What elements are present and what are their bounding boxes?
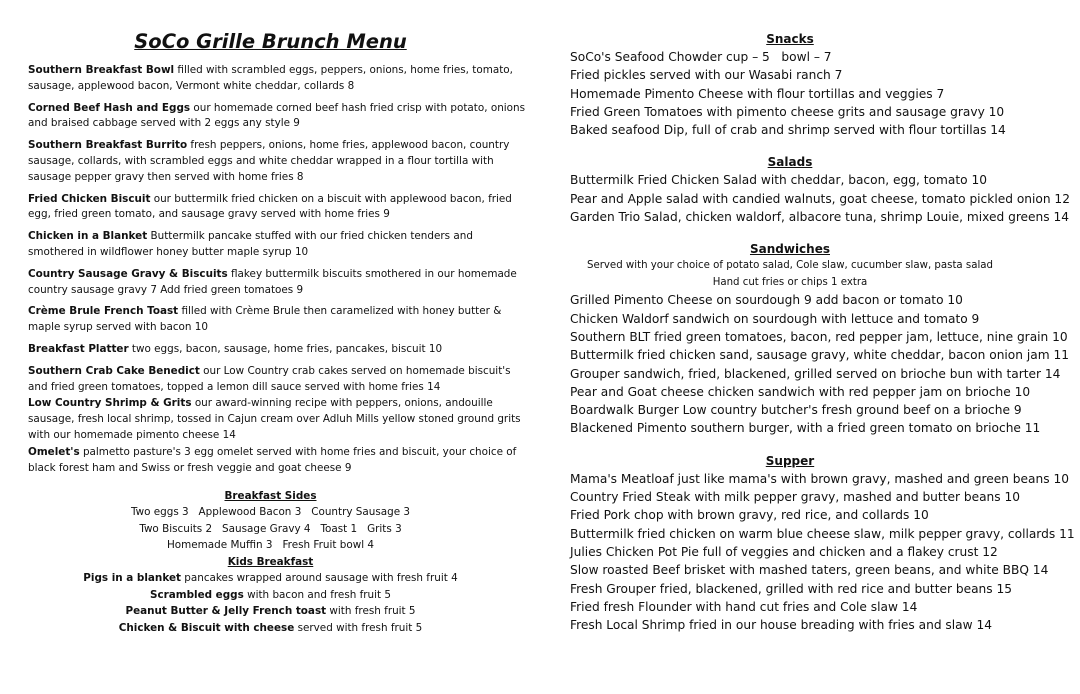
item-name: Chicken & Biscuit with cheese bbox=[118, 622, 295, 635]
item-desc: filled with Crème Brule then caramelized with honey butter & maple syrup served with bacon 10 bbox=[28, 305, 502, 334]
menu-item bbox=[28, 304, 528, 336]
list-item: Buttermilk fried chicken on warm blue cheese slaw, milk pepper gravy, collards 11 bbox=[570, 526, 1075, 541]
menu-title: SoCo Grille Brunch Menu bbox=[134, 30, 407, 53]
menu-item bbox=[28, 192, 528, 224]
item-desc: our homemade corned beef hash fried crisp with potato, onions and braised cabbage served with 2 eggs any style 9 bbox=[28, 101, 526, 130]
list-item: Boardwalk Burger Low country butcher's fresh ground beef on a brioche 9 bbox=[570, 403, 1022, 418]
menu-item bbox=[28, 229, 528, 261]
item-name: Low Country Shrimp & Grits bbox=[28, 397, 192, 410]
item-name: Country Sausage Gravy & Biscuits bbox=[28, 267, 228, 280]
list-item: Southern BLT fried green tomatoes, bacon, red pepper jam, lettuce, nine grain 10 bbox=[570, 329, 1068, 344]
list-item: Blackened Pimento southern burger, with a fried green tomato on brioche 11 bbox=[570, 421, 1041, 436]
sides-line: Two eggs 3 Applewood Bacon 3 Country Sausage 3 bbox=[130, 506, 411, 519]
menu-item bbox=[28, 138, 528, 185]
list-item: Mama's Meatloaf just like mama's with brown gravy, mashed and green beans 10 bbox=[570, 471, 1069, 486]
list-item: Buttermilk fried chicken sand, sausage gravy, white cheddar, bacon onion jam 11 bbox=[570, 348, 1069, 363]
menu-item bbox=[28, 267, 528, 299]
item-name: Peanut Butter & Jelly French toast bbox=[125, 605, 327, 618]
kids-breakfast-heading: Kids Breakfast bbox=[227, 555, 314, 568]
list-item: Fresh Grouper fried, blackened, grilled with red rice and butter beans 15 bbox=[570, 581, 1013, 596]
menu-item bbox=[28, 342, 528, 358]
item-desc: pancakes wrapped around sausage with fresh fruit 4 bbox=[180, 571, 458, 584]
list-item: Homemade Pimento Cheese with flour tortillas and veggies 7 bbox=[570, 86, 945, 101]
sandwiches-note: Served with your choice of potato salad, Cole slaw, cucumber slaw, pasta salad bbox=[586, 260, 994, 272]
list-item: Julies Chicken Pot Pie full of veggies and chicken and a flakey crust 12 bbox=[570, 544, 998, 559]
item-desc: served with fresh fruit 5 bbox=[294, 622, 423, 635]
brunch-list bbox=[28, 63, 528, 476]
supper-list bbox=[570, 470, 1075, 635]
item-desc: Buttermilk pancake stuffed with our fried chicken tenders and smothered in wildflower honey butter maple syrup 10 bbox=[28, 230, 473, 258]
snacks-heading: Snacks bbox=[766, 32, 814, 46]
list-item: Chicken Waldorf sandwich on sourdough with lettuce and tomato 9 bbox=[570, 311, 980, 326]
item-desc: our Low Country crab cakes served on homemade biscuit's and fried green tomatoes, topped a lemon dill sauce served with home fries 14 bbox=[28, 364, 511, 393]
left-column bbox=[28, 30, 528, 637]
item-name: Pigs in a blanket bbox=[83, 571, 181, 584]
item-desc: our buttermilk fried chicken on a biscuit with applewood bacon, fried egg, fried green tomato, and sausage gravy served with home fries 9 bbox=[28, 192, 512, 221]
list-item: SoCo's Seafood Chowder cup – 5 bowl – 7 bbox=[570, 50, 832, 64]
item-desc: filled with scrambled eggs, peppers, onions, home fries, tomato, sausage, applewood bacon, Vermont white cheddar, collards 8 bbox=[28, 64, 513, 92]
list-item: Pear and Goat cheese chicken sandwich with red pepper jam on brioche 10 bbox=[570, 384, 1031, 399]
list-item: Fried Green Tomatoes with pimento cheese grits and sausage gravy 10 bbox=[570, 104, 1005, 119]
item-name: Southern Breakfast Bowl bbox=[28, 64, 175, 76]
menu-item bbox=[28, 364, 528, 396]
sides-line: Homemade Muffin 3 Fresh Fruit bowl 4 bbox=[166, 539, 375, 552]
list-item: Buttermilk Fried Chicken Salad with cheddar, bacon, egg, tomato 10 bbox=[570, 173, 987, 188]
salads-list bbox=[570, 171, 1070, 226]
list-item: Slow roasted Beef brisket with mashed taters, green beans, and white BBQ 14 bbox=[570, 563, 1049, 578]
sides-line: Two Biscuits 2 Sausage Gravy 4 Toast 1 Grits 3 bbox=[139, 522, 402, 535]
item-desc: with bacon and fresh fruit 5 bbox=[243, 588, 392, 601]
kids-item bbox=[28, 587, 513, 604]
list-item: Baked seafood Dip, full of crab and shrimp served with flour tortillas 14 bbox=[570, 123, 1006, 138]
item-name: Omelet's bbox=[28, 445, 80, 458]
item-desc: flakey buttermilk biscuits smothered in our homemade country sausage gravy 7 Add fried green tomatoes 9 bbox=[28, 267, 517, 296]
list-item: Pear and Apple salad with candied walnuts, goat cheese, tomato pickled onion 12 bbox=[570, 191, 1070, 206]
item-desc: with fresh fruit 5 bbox=[326, 605, 416, 618]
kids-breakfast bbox=[28, 570, 513, 637]
kids-item bbox=[28, 620, 513, 637]
item-name: Southern Crab Cake Benedict bbox=[28, 364, 200, 377]
item-name: Crème Brule French Toast bbox=[28, 305, 179, 318]
item-name: Fried Chicken Biscuit bbox=[28, 192, 151, 205]
item-name: Southern Breakfast Burrito bbox=[28, 139, 188, 152]
kids-item bbox=[28, 570, 513, 587]
item-name: Corned Beef Hash and Eggs bbox=[28, 101, 191, 114]
item-name: Scrambled eggs bbox=[149, 588, 244, 601]
menu-item bbox=[28, 396, 528, 443]
item-name: Breakfast Platter bbox=[28, 342, 129, 355]
menu-item bbox=[28, 63, 528, 95]
snacks-list bbox=[570, 48, 1070, 139]
sandwiches-list bbox=[570, 291, 1070, 437]
breakfast-sides bbox=[28, 504, 513, 554]
list-item: Fried fresh Flounder with hand cut fries and Cole slaw 14 bbox=[570, 599, 918, 614]
sandwiches-note-extra: Hand cut fries or chips 1 extra bbox=[712, 276, 868, 288]
item-desc: palmetto pasture's 3 egg omelet served with home fries and biscuit, your choice of black forest ham and Swiss or fresh veggie and goat cheese 9 bbox=[28, 445, 517, 474]
supper-heading: Supper bbox=[765, 453, 815, 468]
kids-item bbox=[28, 603, 513, 620]
list-item: Fresh Local Shrimp fried in our house breading with fries and slaw 14 bbox=[570, 618, 992, 633]
list-item: Grilled Pimento Cheese on sourdough 9 add bacon or tomato 10 bbox=[570, 293, 963, 308]
salads-heading: Salads bbox=[767, 155, 813, 170]
list-item: Fried Pork chop with brown gravy, red rice, and collards 10 bbox=[570, 508, 929, 523]
list-item: Garden Trio Salad, chicken waldorf, albacore tuna, shrimp Louie, mixed greens 14 bbox=[570, 210, 1070, 225]
menu-item bbox=[28, 445, 528, 477]
list-item: Grouper sandwich, fried, blackened, grilled served on brioche bun with tarter 14 bbox=[570, 366, 1061, 381]
item-name: Chicken in a Blanket bbox=[28, 230, 148, 243]
right-column bbox=[570, 30, 1075, 634]
breakfast-sides-heading: Breakfast Sides bbox=[224, 490, 317, 503]
item-desc: fresh peppers, onions, home fries, applewood bacon, country sausage, collards, with scrambled eggs and white cheddar wrapped in a flour tortilla with sausage pepper gravy then served with home fries 8 bbox=[28, 139, 510, 183]
sandwiches-heading: Sandwiches bbox=[749, 242, 830, 257]
list-item: Fried pickles served with our Wasabi ranch 7 bbox=[570, 68, 843, 83]
item-desc: two eggs, bacon, sausage, home fries, pancakes, biscuit 10 bbox=[128, 342, 443, 355]
item-desc: our award-winning recipe with peppers, onions, andouille sausage, fresh local shrimp, tossed in Cajun cream over Adluh Mills yellow stoned ground grits with our homemade pimento cheese 14 bbox=[28, 397, 521, 441]
menu-item bbox=[28, 101, 528, 133]
list-item: Country Fried Steak with milk pepper gravy, mashed and butter beans 10 bbox=[570, 490, 1021, 505]
